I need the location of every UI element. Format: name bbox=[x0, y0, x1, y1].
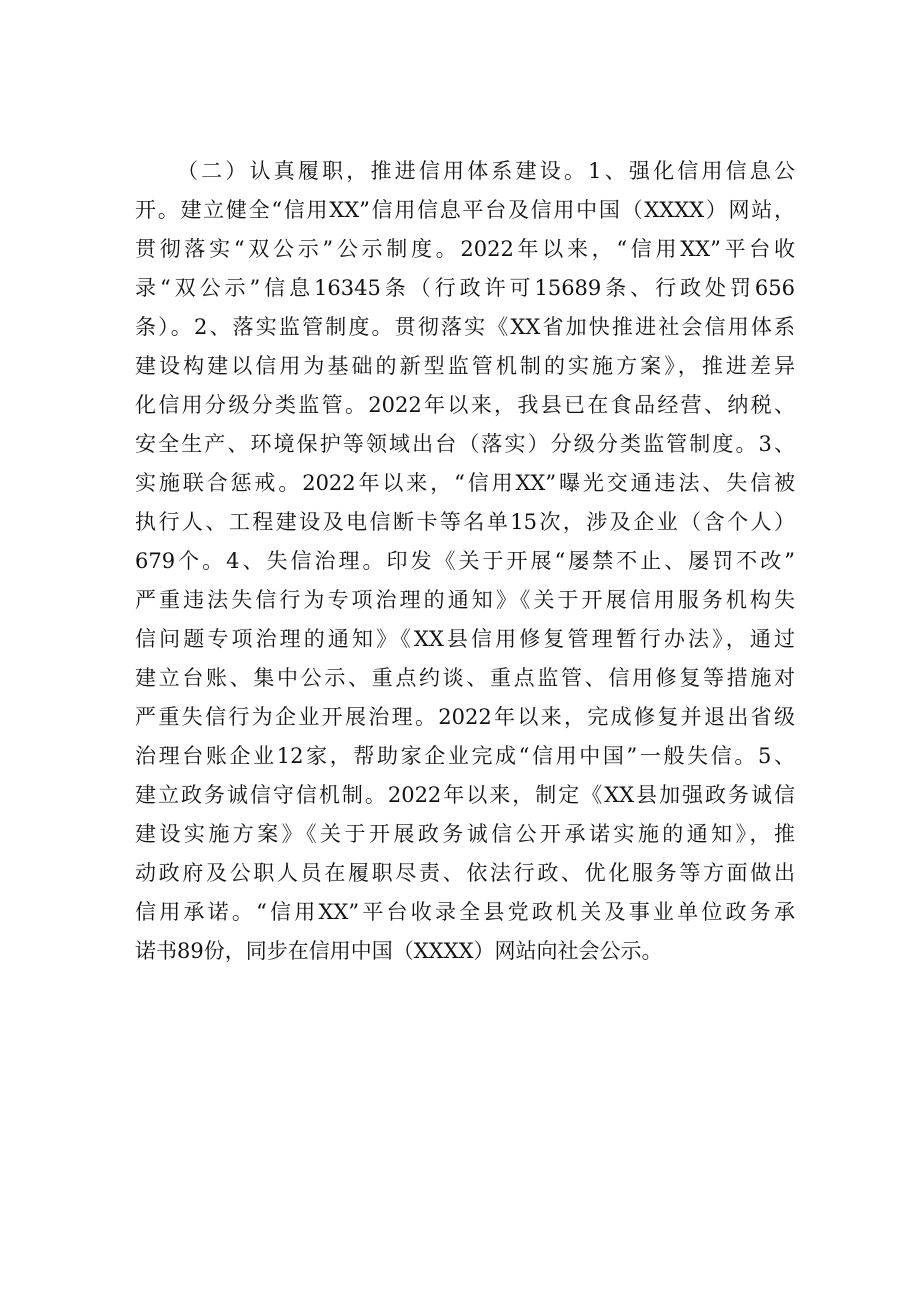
body-paragraph bbox=[135, 152, 795, 971]
paragraph-line: 实施联合惩戒。2022年以来，“信用XX”曝光交通违法、失信被 bbox=[135, 471, 795, 495]
paragraph-line: （二）认真履职，推进信用体系建设。1、强化信用信息公 bbox=[177, 159, 795, 183]
paragraph-line: 执行人、工程建设及电信断卡等名单15次，涉及企业（含个人） bbox=[135, 510, 795, 534]
paragraph-line: 贯彻落实“双公示”公示制度。2022年以来，“信用XX”平台收 bbox=[135, 237, 795, 261]
paragraph-line: 建立台账、集中公示、重点约谈、重点监管、信用修复等措施对 bbox=[135, 666, 795, 690]
paragraph-line: 严重违法失信行为专项治理的通知》《关于开展信用服务机构失 bbox=[135, 588, 795, 612]
paragraph-line: 条）。2、落实监管制度。贯彻落实《XX省加快推进社会信用体系 bbox=[135, 315, 795, 339]
paragraph-line: 建设实施方案》《关于开展政务诚信公开承诺实施的通知》，推 bbox=[135, 822, 795, 846]
paragraph-line: 治理台账企业12家，帮助家企业完成“信用中国”一般失信。5、 bbox=[135, 744, 795, 768]
paragraph-line: 严重失信行为企业开展治理。2022年以来，完成修复并退出省级 bbox=[135, 705, 795, 729]
paragraph-line: 安全生产、环境保护等领域出台（落实）分级分类监管制度。3、 bbox=[135, 432, 795, 456]
paragraph-line: 动政府及公职人员在履职尽责、依法行政、优化服务等方面做出 bbox=[135, 861, 795, 885]
paragraph-line: 建设构建以信用为基础的新型监管机制的实施方案》，推进差异 bbox=[135, 354, 795, 378]
paragraph-line: 开。建立健全“信用XX”信用信息平台及信用中国（XXXX）网站， bbox=[135, 198, 795, 222]
paragraph-line: 信问题专项治理的通知》《XX县信用修复管理暂行办法》，通过 bbox=[135, 627, 795, 651]
paragraph-line: 建立政务诚信守信机制。2022年以来，制定《XX县加强政务诚信 bbox=[135, 783, 795, 807]
paragraph-line: 诺书89份，同步在信用中国（XXXX）网站向社会公示。 bbox=[135, 939, 663, 963]
paragraph-line: 信用承诺。“信用XX”平台收录全县党政机关及事业单位政务承 bbox=[135, 900, 795, 924]
paragraph-line: 679个。4、失信治理。印发《关于开展“屡禁不止、屡罚不改” bbox=[135, 549, 795, 573]
paragraph-line: 化信用分级分类监管。2022年以来，我县已在食品经营、纳税、 bbox=[135, 393, 795, 417]
paragraph-line: 录“双公示”信息16345条（行政许可15689条、行政处罚656 bbox=[135, 276, 795, 300]
